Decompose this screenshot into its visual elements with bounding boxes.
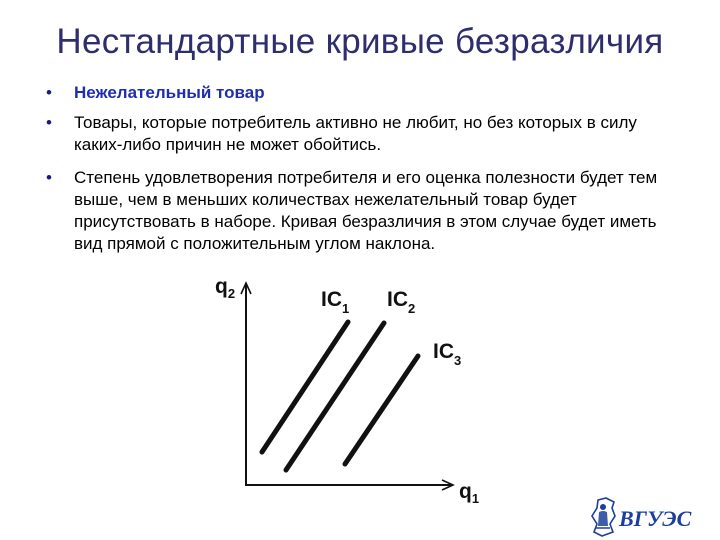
ic3-label: $IC_3$ [433,340,462,368]
ic1-line [262,322,348,452]
x-axis-label: $q_1$ [459,480,480,506]
slide-title: Нестандартные кривые безразличия [56,22,664,61]
bullet-marker: • [46,168,52,187]
logo-text: ВГУЭС [619,506,692,531]
ic1-label: $IC_1$ [321,288,350,316]
bullet-text-definition: Товары, которые потребитель активно не любит, но без которых в силу каких-либо причин не может обойтись. [74,113,637,154]
ic2-label: $IC_2$ [387,288,416,316]
university-emblem-icon [592,498,615,536]
vguès-logo [588,496,704,538]
bullet-marker: • [46,83,52,102]
bullet-text-undesirable-good: Нежелательный товар [74,83,265,102]
bullet-text-explanation: Степень удовлетворения потребителя и его оценка полезности будет тем выше, чем в меньших количествах нежелательный товар будет присутствовать в наборе. Кривая безразличия в этом случае будет иметь вид прямой с положительным углом наклона. [74,168,658,253]
y-axis-label: $q_2$ [215,275,236,301]
bullet-marker: • [46,113,52,132]
ic3-line [345,356,418,464]
